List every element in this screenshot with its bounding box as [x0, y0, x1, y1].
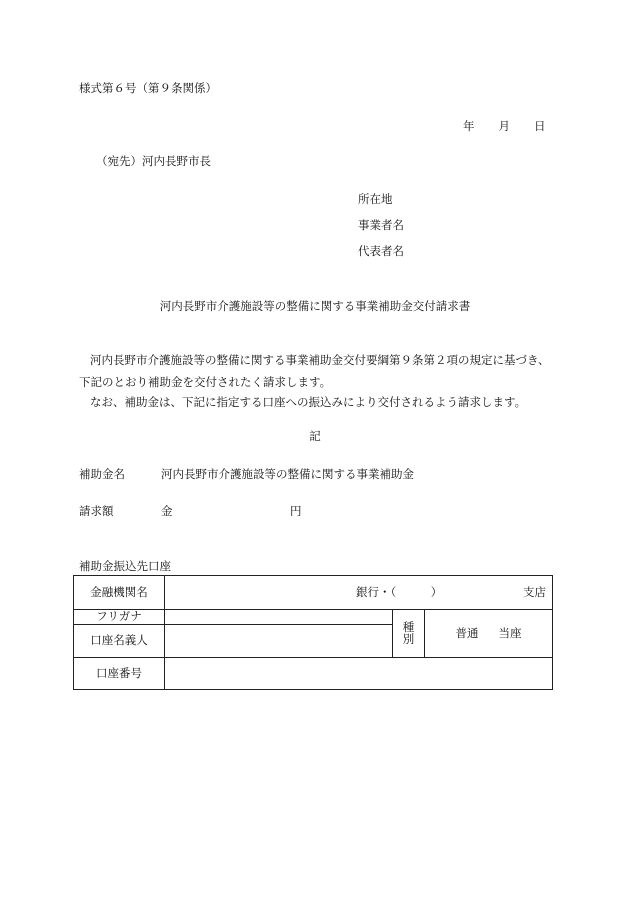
bank-account-table	[73, 575, 553, 690]
claim-amount-label: 請求額	[79, 504, 114, 518]
account-kind-current[interactable]: 当座	[498, 625, 522, 640]
body-line-1: 河内長野市介護施設等の整備に関する事業補助金交付要綱第９条第２項の規定に基づき、	[90, 353, 550, 367]
branch-label: 支店	[523, 585, 547, 599]
bank-name-field[interactable]	[165, 576, 553, 610]
sender-representative-label: 代表者名	[358, 244, 404, 258]
furigana-label: フリガナ	[74, 610, 165, 625]
claim-amount-unit: 円	[290, 504, 302, 518]
sender-business-name-label: 事業者名	[358, 218, 404, 232]
account-number-field[interactable]	[165, 658, 553, 690]
ki-heading: 記	[309, 429, 321, 443]
account-kind-options[interactable]	[425, 610, 553, 658]
sender-address-label: 所在地	[358, 192, 393, 206]
account-holder-field[interactable]	[165, 625, 393, 658]
account-kind-ordinary[interactable]: 普通	[455, 625, 479, 640]
account-kind-label-top: 種	[402, 620, 415, 634]
form-number: 様式第６号（第９条関係）	[79, 81, 217, 95]
furigana-field[interactable]	[165, 610, 393, 625]
document-title: 河内長野市介護施設等の整備に関する事業補助金交付請求書	[159, 299, 471, 313]
date-month: 月	[498, 119, 510, 133]
bank-name-text: 銀行・（ ）	[356, 585, 443, 599]
account-kind-label	[393, 610, 425, 658]
account-kind-label-bottom: 別	[402, 631, 415, 646]
addressee: （宛先）河内長野市長	[96, 154, 211, 168]
body-paragraph-1	[79, 355, 559, 388]
account-section-title: 補助金振込先口座	[79, 559, 171, 573]
date-day: 日	[534, 119, 546, 133]
date-line	[463, 121, 546, 133]
date-year: 年	[463, 119, 475, 133]
account-number-label: 口座番号	[74, 658, 165, 690]
subsidy-name-value: 河内長野市介護施設等の整備に関する事業補助金	[161, 467, 414, 481]
account-holder-label: 口座名義人	[74, 625, 165, 658]
bank-name-label: 金融機関名	[74, 576, 165, 610]
body-line-2: 下記のとおり補助金を交付されたく請求します。	[79, 374, 332, 389]
claim-amount-prefix: 金	[161, 504, 173, 518]
subsidy-name-label: 補助金名	[79, 467, 125, 481]
body-paragraph-2: なお、補助金は、下記に指定する口座への振込みにより交付されるよう請求します。	[90, 395, 527, 409]
